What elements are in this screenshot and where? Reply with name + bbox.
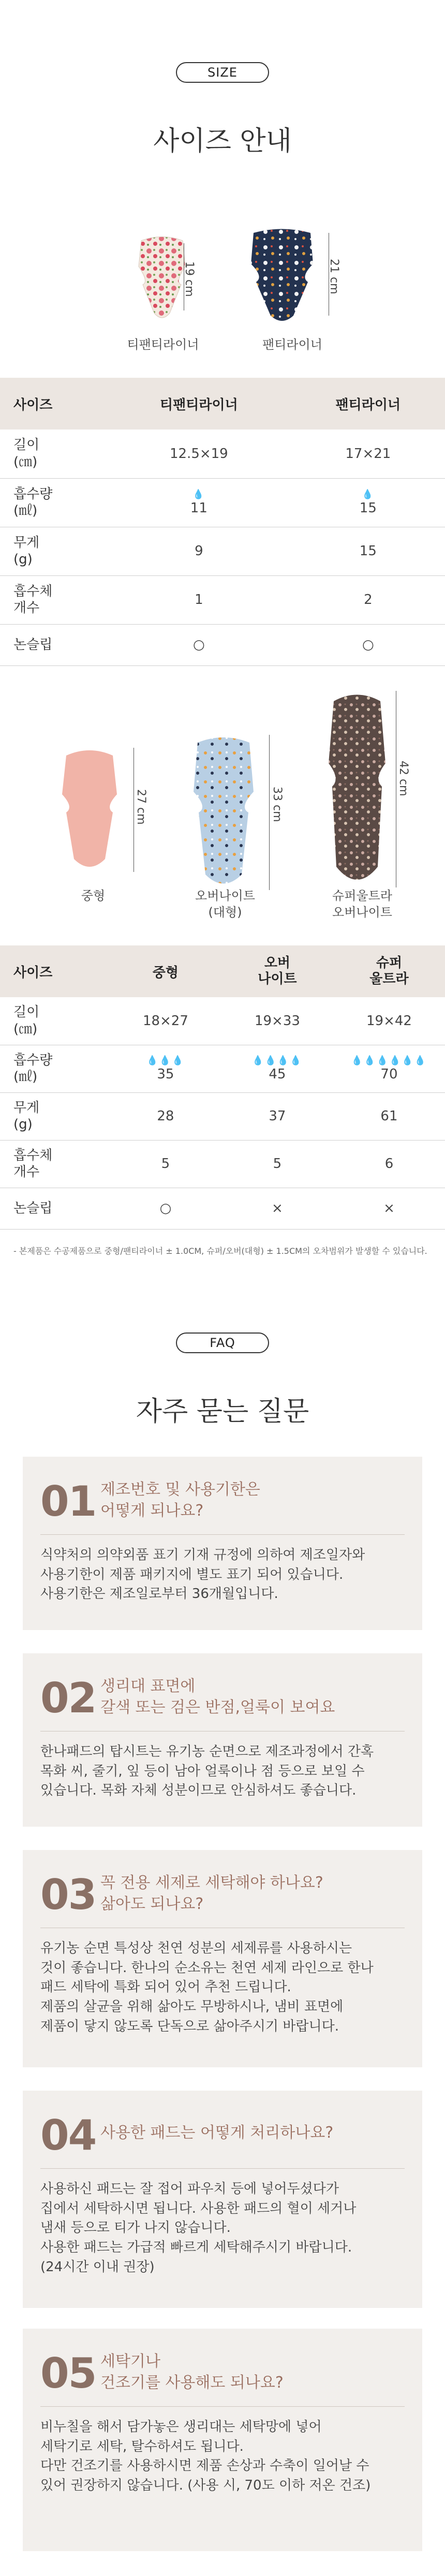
row-label: 흡수체 개수 bbox=[0, 575, 107, 624]
faq-number: 02 bbox=[40, 1674, 96, 1722]
medium-pad-image bbox=[56, 748, 123, 872]
overnight-dim-line bbox=[269, 735, 270, 890]
row-label: 무게 (g) bbox=[0, 1092, 110, 1140]
table-cell: 💧💧💧💧💧💧 70 bbox=[333, 1045, 445, 1092]
faq-pill: FAQ bbox=[176, 1333, 269, 1353]
table-cell: 5 bbox=[110, 1140, 221, 1188]
row-label: 무게 (g) bbox=[0, 527, 107, 575]
spec-table-liners bbox=[0, 378, 445, 666]
table-cell: 19×42 bbox=[333, 997, 445, 1045]
drop-icon: 💧 bbox=[192, 489, 205, 500]
drop-icon: 💧💧💧💧 bbox=[252, 1055, 303, 1067]
panty-liner-image bbox=[246, 228, 318, 326]
faq-card bbox=[23, 1653, 422, 1827]
table-cell: 💧 15 bbox=[291, 478, 445, 527]
faq-divider bbox=[40, 2406, 405, 2407]
row-label: 길이 (㎝) bbox=[0, 997, 110, 1045]
table-cell: 1 bbox=[107, 575, 291, 624]
faq-divider bbox=[40, 1534, 405, 1535]
faq-question: 제조번호 및 사용기한은 어떻게 되나요? bbox=[100, 1481, 260, 1520]
faq-card bbox=[23, 1457, 422, 1630]
panty-dim-label: 21 cm bbox=[328, 259, 340, 294]
faq-divider bbox=[40, 2168, 405, 2169]
overnight-pad-image bbox=[187, 735, 260, 890]
super-ultra-dim-label: 42 cm bbox=[397, 761, 410, 796]
drop-icon: 💧💧💧 bbox=[146, 1055, 185, 1067]
faq-answer: 한나패드의 탑시트는 유기농 순면으로 제조과정에서 간혹 목화 씨, 줄기, 잎 등이 남아 얼룩이나 점 등으로 보일 수 있습니다. 목화 자체 성분이므로 안심하셔도 좋습니다. bbox=[40, 1744, 374, 1799]
faq-answer: 식약처의 의약외품 표기 기재 규정에 의하여 제조일자와 사용기한이 제품 패키지에 별도 표기 되어 있습니다. 사용기한은 제조일로부터 36개월입니다. bbox=[40, 1547, 365, 1602]
table-header: 사이즈 bbox=[0, 378, 107, 430]
faq-question: 사용한 패드는 어떻게 처리하나요? bbox=[100, 2124, 334, 2142]
faq-question: 세탁기나 건조기를 사용해도 되나요? bbox=[100, 2352, 284, 2392]
row-label: 길이 (㎝) bbox=[0, 430, 107, 478]
row-label: 흡수량 (㎖) bbox=[0, 478, 107, 527]
table-header: 오버 나이트 bbox=[221, 945, 333, 997]
faq-question: 생리대 표면에 갈색 또는 검은 반점,얼룩이 보여요 bbox=[100, 1677, 335, 1716]
table-header: 사이즈 bbox=[0, 945, 110, 997]
drop-icon: 💧 bbox=[362, 489, 375, 500]
size-note: - 본제품은 수공제품으로 중형/팬티라이너 ± 1.0CM, 슈퍼/오버(대형) ± 1.5CM의 오차범위가 발생할 수 있습니다. bbox=[13, 1246, 427, 1256]
table-cell: 5 bbox=[221, 1140, 333, 1188]
drop-icon: 💧💧💧💧💧💧 bbox=[351, 1055, 427, 1067]
table-cell: 9 bbox=[107, 527, 291, 575]
faq-number: 05 bbox=[40, 2349, 96, 2397]
tpanty-dim-label: 19 cm bbox=[183, 261, 196, 297]
super-ultra-caption: 슈퍼울트라 오버나이트 bbox=[332, 889, 392, 920]
table-cell: 6 bbox=[333, 1140, 445, 1188]
faq-answer: 비누칠을 해서 담가놓은 생리대는 세탁망에 넣어 세탁기로 세탁, 탈수하셔도 됩니다. 다만 건조기를 사용하시면 제품 손상과 수축이 일어날 수 있어 권장하지 않습니다. (사용 시, 70도 이하 저온 건조) bbox=[40, 2419, 371, 2494]
table-cell: 💧💧💧💧 45 bbox=[221, 1045, 333, 1092]
row-label: 흡수량 (㎖) bbox=[0, 1045, 110, 1092]
overnight-dim-label: 33 cm bbox=[271, 787, 284, 822]
table-cell: 💧💧💧 35 bbox=[110, 1045, 221, 1092]
faq-card bbox=[23, 2091, 422, 2308]
row-label: 논슬립 bbox=[0, 624, 107, 665]
circle-mark: ○ bbox=[291, 624, 445, 665]
size-title: 사이즈 안내 bbox=[153, 126, 292, 157]
size-pill: SIZE bbox=[176, 62, 269, 83]
faq-number: 04 bbox=[40, 2111, 96, 2159]
faq-answer: 유기농 순면 특성상 천연 성분의 세제류를 사용하시는 것이 좋습니다. 한나의 순소유는 천연 세제 라인으로 한나 패드 세탁에 특화 되어 있어 추천 드립니다. 제품의 살균을 위해 삶아도 무방하시나, 냄비 표면에 제품이 닿지 않도록 단독으로 삶아주시기 바랍니다. bbox=[40, 1941, 374, 2034]
tpanty-caption: 티팬티라이너 bbox=[127, 337, 199, 352]
faq-card bbox=[23, 1850, 422, 2067]
tpanty-liner-image bbox=[134, 235, 190, 323]
table-cell: 15 bbox=[291, 527, 445, 575]
super-ultra-pad-image bbox=[326, 691, 388, 887]
faq-number: 01 bbox=[40, 1477, 96, 1526]
faq-number: 03 bbox=[40, 1871, 96, 1919]
table-cell: 💧 11 bbox=[107, 478, 291, 527]
cross-mark: × bbox=[333, 1188, 445, 1229]
table-header: 슈퍼 울트라 bbox=[333, 945, 445, 997]
medium-caption: 중형 bbox=[81, 889, 106, 903]
cross-mark: × bbox=[221, 1188, 333, 1229]
table-cell: 28 bbox=[110, 1092, 221, 1140]
faq-answer: 사용하신 패드는 잘 접어 파우치 등에 넣어두셨다가 집에서 세탁하시면 됩니다. 사용한 패드의 혈이 세거나 냄새 등으로 티가 나지 않습니다. 사용한 패드는 가급적 빠르게 세탁해주시기 바랍니다. (24시간 이내 권장) bbox=[40, 2181, 357, 2275]
panty-caption: 팬티라이너 bbox=[262, 337, 322, 352]
table-cell: 2 bbox=[291, 575, 445, 624]
faq-card bbox=[23, 2329, 422, 2551]
circle-mark: ○ bbox=[110, 1188, 221, 1229]
table-header: 중형 bbox=[110, 945, 221, 997]
table-header: 티팬티라이너 bbox=[107, 378, 291, 430]
table-cell: 61 bbox=[333, 1092, 445, 1140]
table-cell: 19×33 bbox=[221, 997, 333, 1045]
table-cell: 18×27 bbox=[110, 997, 221, 1045]
table-header: 팬티라이너 bbox=[291, 378, 445, 430]
faq-title: 자주 묻는 질문 bbox=[136, 1396, 309, 1427]
medium-dim-label: 27 cm bbox=[135, 789, 147, 825]
row-label: 흡수체 개수 bbox=[0, 1140, 110, 1188]
table-cell: 37 bbox=[221, 1092, 333, 1140]
faq-question: 꼭 전용 세제로 세탁해야 하나요? 삶아도 되나요? bbox=[100, 1874, 323, 1913]
spec-table-pads bbox=[0, 945, 445, 1230]
overnight-caption: 오버나이트 (대형) bbox=[195, 889, 255, 920]
circle-mark: ○ bbox=[107, 624, 291, 665]
table-cell: 12.5×19 bbox=[107, 430, 291, 478]
table-cell: 17×21 bbox=[291, 430, 445, 478]
row-label: 논슬립 bbox=[0, 1188, 110, 1229]
